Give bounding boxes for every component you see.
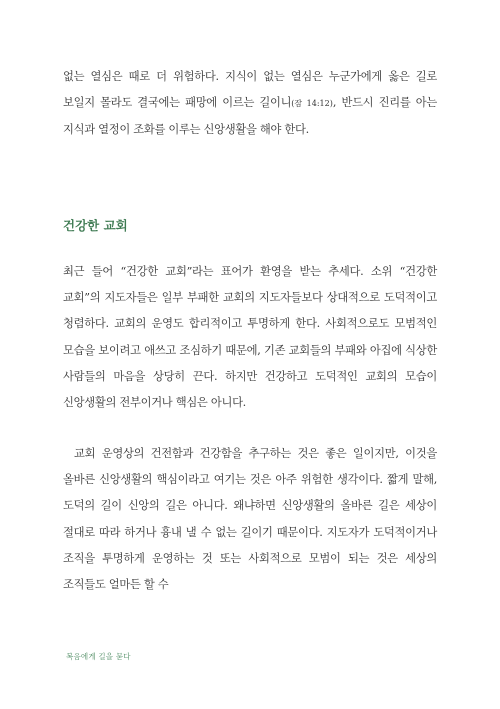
section-heading: 건강한 교회 <box>63 218 128 233</box>
body-paragraph-2: 교회 운영상의 건전함과 건강함을 추구하는 것은 좋은 일이지만, 이것을 올바른 신앙생활의 핵심이라고 여기는 것은 아주 위험한 생각이다. 짧게 말해, 도덕의 길이 신앙의 길은 아니다. 왜냐하면 신앙생활의 올바른 길은 세상이 절대로 따라 하거나 흉내 낼 수 없는 길이기 때문이다. 지도자가 도덕적이거나 조직을 투명하게 운영하는 것 또는 사회적으로 모범이 되는 것은 세상의 조직들도 얼마든 할 수 <box>63 447 437 592</box>
body-paragraph-1: 최근 들어 “건강한 교회”라는 표어가 환영을 받는 추세다. 소위 “건강한 교회”의 지도자들은 일부 부패한 교회의 지도자들보다 상대적으로 도덕적이고 청렴하다. 교회의 운영도 합리적이고 투명하게 한다. 사회적으로도 모범적인 모습을 보이려고 애쓰고 조심하기 때문에, 기존 교회들의 부패와 아집에 식상한 사람들의 마음을 상당히 끈다. 하지만 건강하고 도덕적인 교회의 모습이 신앙생활의 전부이거나 핵심은 아니다. <box>63 265 437 410</box>
scripture-reference: (잠 14:12) <box>291 99 333 109</box>
intro-text: 없는 열심은 때로 더 위험하다. 지식이 없는 열심은 누군가에게 옳은 길로 보일지 몰라도 결국에는 패망에 이르는 길이니 <box>63 70 437 110</box>
running-footer-title: 복음에게 길을 묻다 <box>66 652 131 661</box>
intro-paragraph <box>63 64 437 144</box>
intro-text-continued: , 반드시 진리를 아는 지식과 열정이 조화를 이루는 신앙생활을 해야 한다. <box>63 96 437 137</box>
